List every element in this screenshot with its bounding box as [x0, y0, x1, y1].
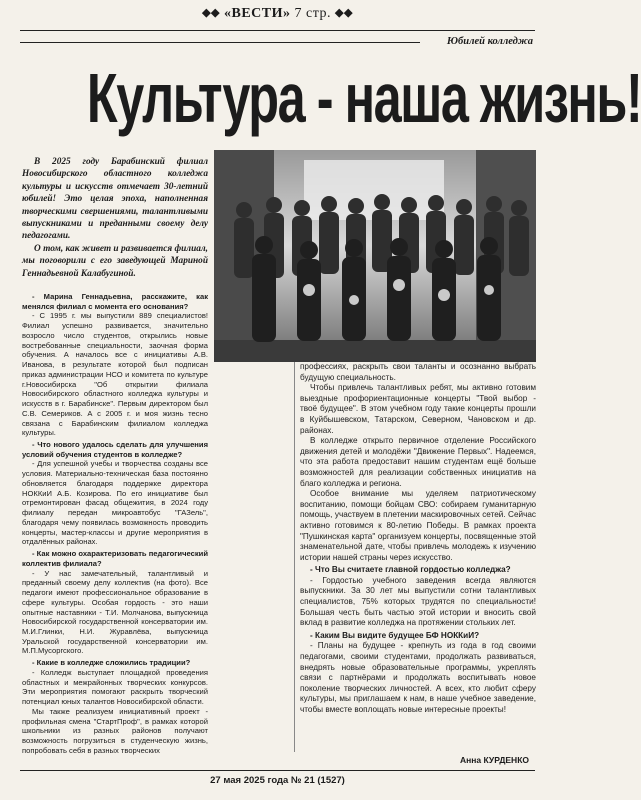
column-divider [294, 362, 295, 752]
page-number: 7 стр. [294, 6, 332, 21]
answer: - У нас замечательный, талантливый и преданный своему делу коллектив (на фото). Все педагоги имеют профессиональное образование в сфере культуры. Особая гордость - это наши опытные наставники - Т.И. Молчанова, выпускница Новосибирской государственной консерватории им. М.И.Глинки, Н.И. Журавлёва, выпускница Уральской государственной консерватории им. М.П.Мусоргского. [22, 568, 208, 656]
group-photo [214, 150, 536, 362]
answer: - Для успешной учебы и творчества созданы все условия. Материально-техническая база постоянно обновляется благодаря поддержке директора НОККиИ А.Б. Козирова. По его инициативе был отремонтирован фасад общежития, в 2024 году филиалу передан микроавтобус "ГАЗель", благодаря чему появилась возможность проводить концерты, мастер-классы и другие мероприятия в отдалённых районах. [22, 459, 208, 547]
answer: Чтобы привлечь талантливых ребят, мы активно готовим выездные профориентационные концерты "Твой выбор - твоё будущее". В этом учебном году такие концерты прошли в Куйбышевском, Татарском, Северном, Чановском и др. районах. [300, 383, 536, 435]
diamond-icon: ◆◆ [202, 7, 220, 19]
question: - Марина Геннадьевна, расскажите, как менялся филиал с момента его основания? [22, 292, 208, 311]
header-rule [20, 30, 535, 31]
question: - Что нового удалось сделать для улучшения условий обучения студентов в колледже? [22, 440, 208, 459]
question: - Как можно охарактеризовать педагогический коллектив филиала? [22, 549, 208, 568]
section-rule [20, 42, 420, 43]
answer: - Планы на будущее - крепнуть из года в год своими педагогами, своими студентами, продолжать развиваться, внедрять новые образовательные программы, укреплять связи с партнёрами и продолжать воспитывать новое поколение творческих личностей. А всех, кто любит сферу культуры, мы приглашаем к нам, в наше учебное заведение, чтобы вместе воплощать новые интересные проекты! [300, 641, 536, 714]
diamond-icon: ◆◆ [335, 7, 353, 19]
page-header [20, 6, 535, 30]
question: - Каким Вы видите будущее БФ НОККиИ? [310, 630, 480, 640]
answer: - Гордостью учебного заведения всегда являются выпускники. За 30 лет мы выпустили сотни талантливых специалистов, 75% которых трудятся по специальности! Большая честь быть частью этой истории и вносить свой вклад в развитие колледжа на протяжении стольких лет. [300, 575, 536, 628]
group-photo-graphic [214, 150, 536, 362]
question: - Какие в колледже сложились традиции? [32, 658, 191, 668]
lead-paragraph [22, 156, 208, 280]
author-byline: Анна КУРДЕНКО [460, 755, 529, 765]
answer: профессиях, раскрыть свои таланты и осознанно выбрать будущую специальность. [300, 362, 536, 382]
answer: - С 1995 г. мы выпустили 889 специалистов! Филиал успешно развивается, значительно возросло число студентов, открылись новые востребованные специальности, заочная форма обучения. А началось все с инициативы А.В. Иванова, в результате которой был подписан приказ администрации НСО и комитета по культуре г.Новосибирска "Об открытии филиала Новосибирского областного колледжа культуры и искусств в г. Барабинске". Первым директором был С.В. Семериков. А с 2005 г. и моя жизнь тесно связана с Барабинским филиалом колледжа культуры. [22, 311, 208, 438]
answer: Особое внимание мы уделяем патриотическому воспитанию, помощи бойцам СВО: собираем гуманитарную помощь, участвуем в плетении маскировочных сетей. Сейчас активно готовимся к 80-летию Победы. В рамках проекта "Пушкинская карта" организуем концерты, посвященные этой знаменательной дате, чтобы привлечь молодежь к изучению истории нашей страны через искусство. [300, 489, 536, 562]
answer: Мы также реализуем инициативный проект - профильная смена "СтартПроф", в рамках которой школьники из разных районов получают возможность погрузиться в студенческую жизнь, попробовать себя в разных творческих [22, 706, 208, 755]
lead-text: В 2025 году Барабинский филиал Новосибирского областного колледжа культуры и искусств отмечает 30-летний юбилей! Это целая эпоха, наполненная творческими свершениями, талантливыми выпускниками и преданными своему делу педагогами. [22, 157, 208, 242]
headline: Культура - наша жизнь! [86, 59, 641, 137]
answer: - Колледж выступает площадкой проведения областных и межрайонных творческих конкурсов. Эти мероприятия помогают раскрыть творческий потенциал юных талантов Новосибирской области. [22, 667, 208, 707]
left-column [22, 290, 208, 756]
lead-text: О том, как живет и развивается филиал, мы поговорили с его заведующей Мариной Геннадьевной Калабугиной. [22, 243, 208, 279]
issue-date-footer: 27 мая 2025 года № 21 (1527) [210, 775, 345, 786]
newspaper-name: «ВЕСТИ» [223, 6, 291, 21]
footer-rule [20, 770, 535, 771]
answer: В колледже открыто первичное отделение Российского движения детей и молодёжи "Движение Первых". Надеемся, что эта работа предоставит нашим студентам ещё больше возможностей для реализации собственных инициатив на благо колледжа и региона. [300, 436, 536, 488]
question: - Что Вы считаете главной гордостью колледжа? [310, 565, 511, 575]
section-label: Юбилей колледжа [446, 36, 533, 47]
right-column [300, 362, 536, 716]
